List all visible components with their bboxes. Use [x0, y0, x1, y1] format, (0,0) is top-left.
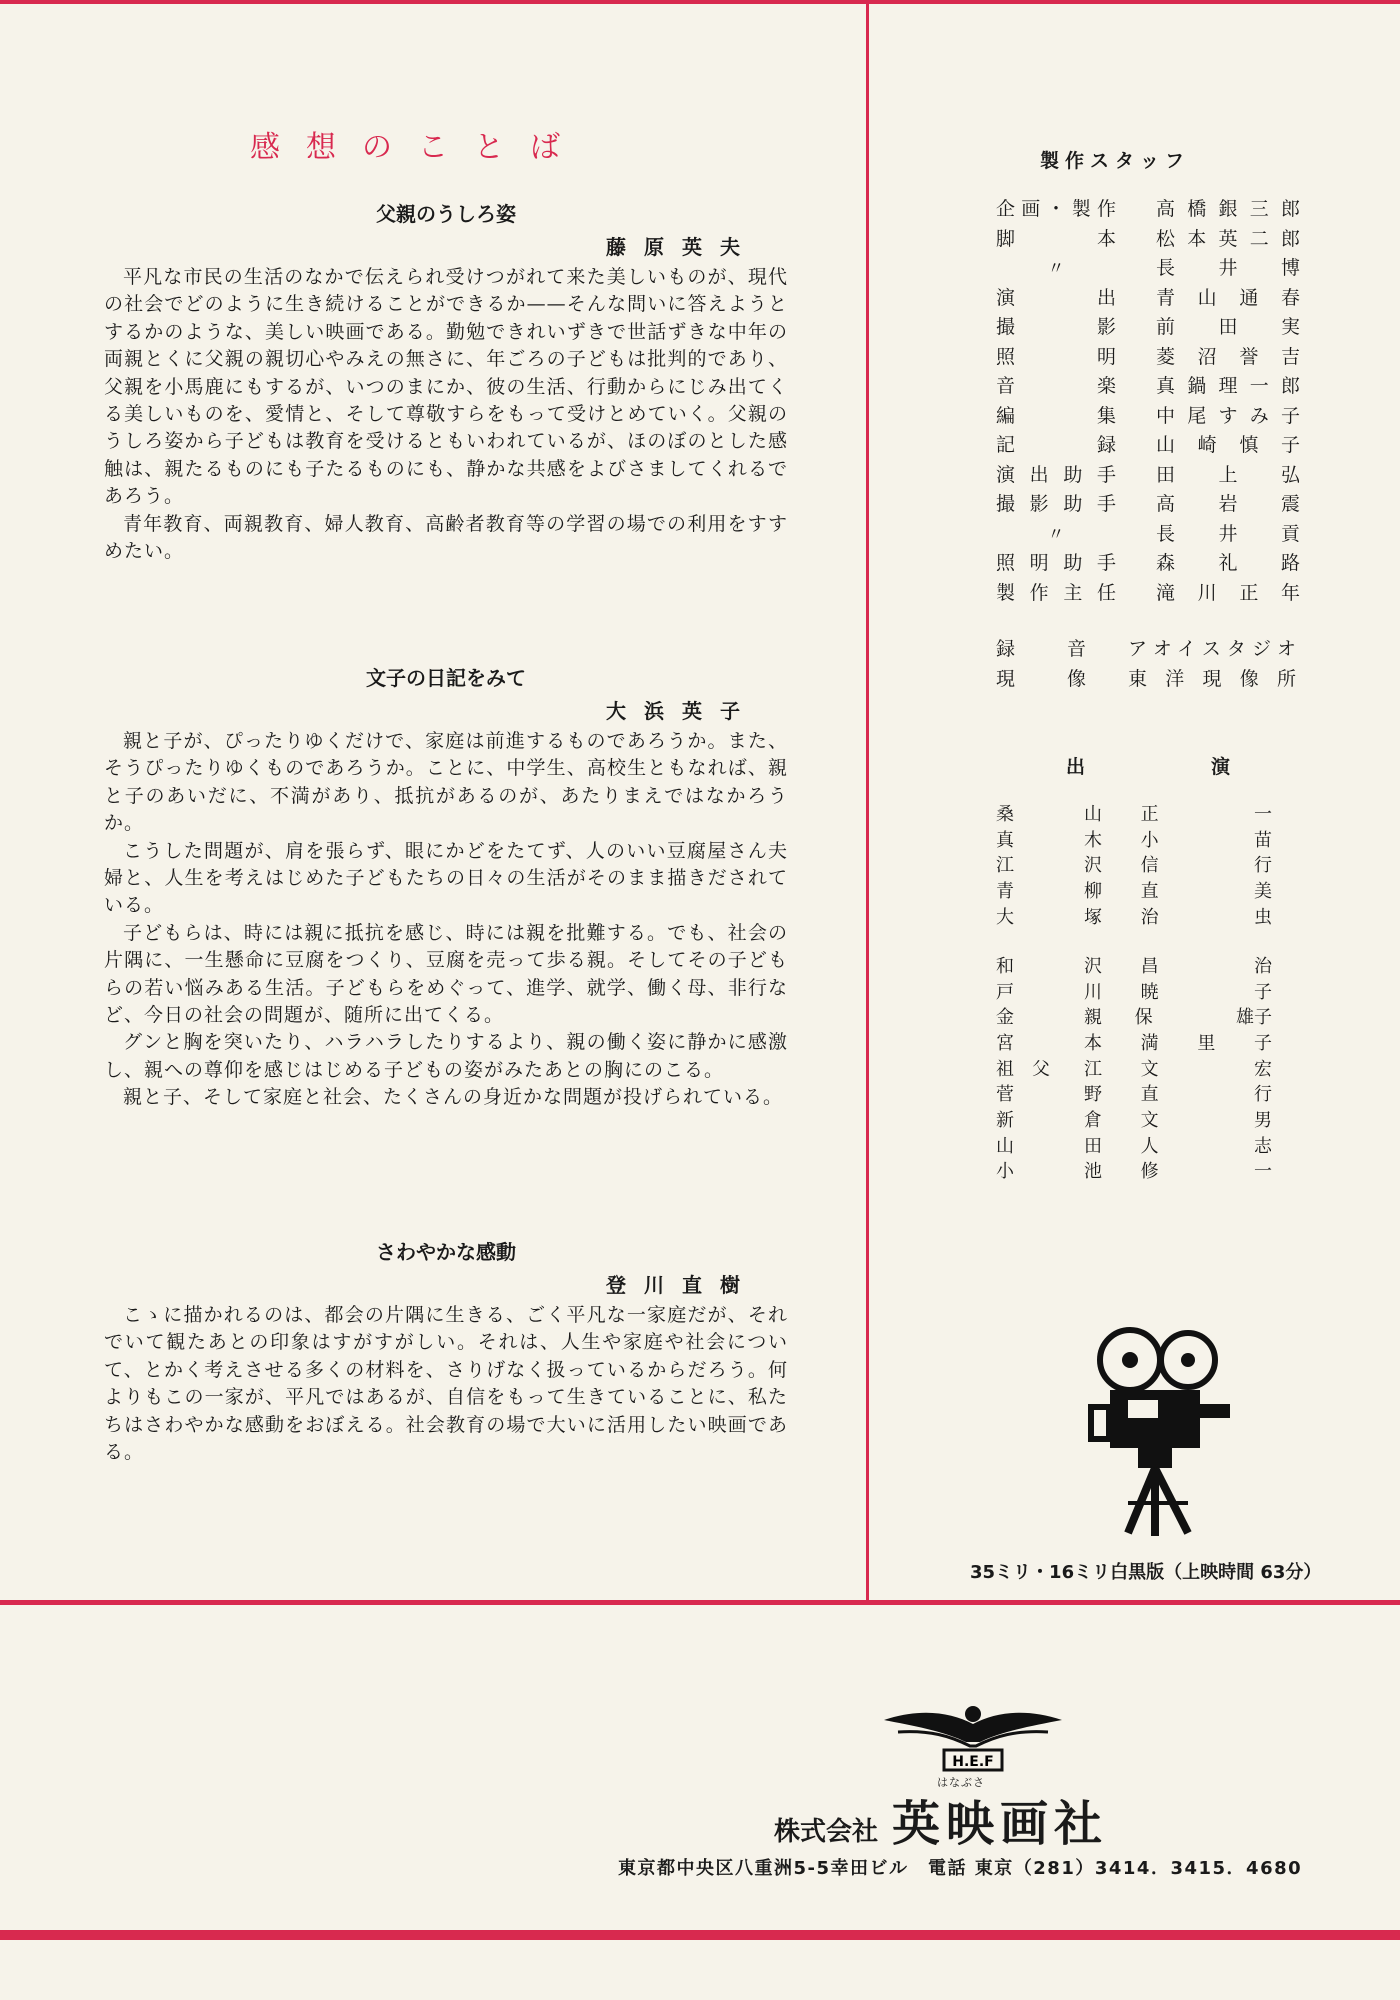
essay-title: 父親のうしろ姿: [376, 202, 516, 226]
cast-name-char: 川: [1084, 981, 1102, 1003]
paragraph: グンと胸を突いたり、ハラハラしたりするより、親の働く姿に静かに感激し、親への尊仰を感じはじめる子どもの姿がみたあとの胸にのこる。: [104, 1031, 788, 1081]
staff-title: 製作スタッフ: [1040, 150, 1191, 172]
cast-role: 江: [996, 855, 1014, 877]
staff-role: 編集: [996, 404, 1116, 427]
cast-name-char: 行: [1253, 855, 1272, 877]
film-format: 35ミリ・16ミリ白黒版（上映時間 63分）: [970, 1562, 1322, 1583]
cast-role: 新: [996, 1109, 1014, 1131]
cast-role: 金: [996, 1007, 1014, 1029]
staff-name: 高橋銀三郎: [1156, 198, 1300, 221]
staff-row: [996, 488, 1300, 518]
cast-name-char: [1197, 952, 1215, 978]
staff-name: 青山通春: [1156, 286, 1300, 309]
cast-role: 真: [996, 829, 1014, 851]
staff-name: 高岩震: [1156, 493, 1300, 516]
cast-name-char: 野: [1084, 1084, 1102, 1106]
cast-row: [996, 1106, 1272, 1132]
staff-row: [996, 341, 1300, 371]
lab-name: 東洋現像所: [1128, 667, 1296, 690]
top-red-rule: [0, 0, 1400, 4]
paragraph: 平凡な市民の生活のなかで伝えられ受けつがれて来た美しいものが、現代の社会でどのように生き続けることができるか——そんな問いに答えようとするかのような、美しい映画である。勤勉できれいずきで世話ずきな中年の両親とくに父親の親切心やみえの無さに、年ごろの子どもは批判的であり、父親を小馬鹿にもするが、いつのまにか、彼の生活、行動からにじみ出てくる美しいものを、愛情と、そして尊敬すらをもって受けとめていく。父親のうしろ姿から子どもは教育を受けるともいわれているが、ほのぼのとした感触は、親たるものにも子たるものにも、静かな共感をよびさましてくれるであろう。: [104, 266, 788, 508]
cast-role: 戸: [996, 981, 1014, 1003]
staff-role: 撮影助手: [996, 493, 1116, 516]
cast-name-char: 小: [1140, 829, 1159, 851]
paragraph: 親と子、そして家庭と社会、たくさんの身近かな問題が投げられている。: [123, 1086, 784, 1109]
hef-eagle-logo: [880, 1698, 1066, 1778]
staff-role: 記録: [996, 434, 1116, 457]
essay-title: さわやかな感動: [376, 1240, 516, 1264]
cast-name-char: [1197, 1055, 1215, 1081]
company-prefix: 株式会社: [774, 1817, 879, 1847]
cast-row: [996, 851, 1272, 877]
company-address: 東京都中央区八重洲5-5幸田ビル 電話 東京（281）3414．3415．4680: [618, 1858, 1303, 1879]
cast-list-2: [996, 952, 1272, 1183]
staff-row: [996, 370, 1300, 400]
cast-name-char: 満: [1140, 1032, 1159, 1054]
cast-name-char: 江: [1084, 1058, 1102, 1080]
cast-name-char: 一: [1253, 1161, 1272, 1183]
staff-role: 企画・製作: [996, 198, 1116, 221]
cast-name-char: 志: [1253, 1135, 1272, 1157]
cast-role: 山: [996, 1135, 1014, 1157]
cast-row: [996, 952, 1272, 978]
staff-row: [996, 311, 1300, 341]
cast-row: [996, 800, 1272, 826]
cast-role: 和: [996, 955, 1014, 977]
lab-row: [996, 662, 1296, 692]
staff-name: 滝川正年: [1156, 581, 1300, 604]
staff-row: [996, 193, 1300, 223]
lab-name: アオイスタジオ: [1128, 637, 1296, 660]
staff-name: 森礼路: [1156, 552, 1300, 575]
cast-name-char: 直: [1140, 880, 1159, 902]
paragraph: こゝに描かれるのは、都会の片隅に生きる、ごく平凡な一家庭だが、それでいて観たあとの印象はすがすがしい。それは、人生や家庭や社会について、とかく考えさせる多くの材料を、さりげなく扱っているからだろう。何よりもこの一家が、平凡ではあるが、自信をもって生きていることに、私たちはさわやかな感動をおぼえる。社会教育の場で大いに活用したい映画である。: [104, 1304, 788, 1464]
cast-name-char: 文: [1140, 1109, 1159, 1131]
cast-name-char: 美: [1253, 880, 1272, 902]
essay-body: [104, 264, 788, 565]
staff-row: [996, 518, 1300, 548]
essay-author: 大浜英子: [606, 699, 758, 723]
staff-role: 照明助手: [996, 552, 1116, 575]
paragraph: こうした問題が、肩を張らず、眼にかどをたてず、人のいい豆腐屋さん夫婦と、人生を考えはじめた子どもたちの日々の生活がそのまま描きだされている。: [104, 839, 788, 917]
cast-name-char: [1197, 1080, 1215, 1106]
cast-name-char: [1197, 851, 1215, 877]
cast-row: [996, 1029, 1272, 1055]
cast-name-char: [1197, 978, 1215, 1004]
cast-name-char: 行: [1253, 1084, 1272, 1106]
cast-name-char: 本: [1084, 1032, 1102, 1054]
cast-name-char: 塚: [1084, 906, 1102, 928]
cast-name-char: 人: [1140, 1135, 1159, 1157]
cast-name-char: 苗: [1253, 829, 1272, 851]
cast-name-char: 沢: [1084, 855, 1102, 877]
cast-name-char: 倉: [1084, 1109, 1102, 1131]
staff-row: [996, 577, 1300, 607]
lab-row: [996, 632, 1296, 662]
cast-name-char: [1185, 1003, 1203, 1029]
staff-name: 真鍋理一郎: [1156, 375, 1300, 398]
cast-row: [996, 1080, 1272, 1106]
cast-name-char: 池: [1084, 1161, 1102, 1183]
staff-row: [996, 223, 1300, 253]
staff-role: 演出助手: [996, 463, 1116, 486]
cast-name-char: [1197, 800, 1215, 826]
cast-role: 祖 父: [996, 1058, 1050, 1080]
staff-role: 照明: [996, 345, 1116, 368]
cast-role: 小: [996, 1161, 1014, 1183]
cast-name-char: 正: [1140, 803, 1159, 825]
staff-name: 中尾すみ子: [1156, 404, 1300, 427]
essay-3: [104, 1236, 788, 1466]
cast-role: 菅: [996, 1084, 1014, 1106]
company-name: 英映画社: [892, 1796, 1109, 1852]
cast-name-char: 柳: [1084, 880, 1102, 902]
cast-name-char: 田: [1084, 1135, 1102, 1157]
cast-name-char: 宏: [1253, 1058, 1272, 1080]
cast-row: [996, 903, 1272, 929]
lab-list: [996, 632, 1296, 692]
column-divider: [866, 0, 869, 1604]
staff-row: [996, 429, 1300, 459]
film-camera-icon: [1088, 1318, 1238, 1538]
lab-role: 現像: [996, 667, 1086, 690]
staff-role: 演出: [996, 286, 1116, 309]
company-ruby: はなぶさ: [937, 1776, 985, 1789]
essay-title: 文子の日記をみて: [366, 666, 526, 690]
staff-name: 長井博: [1156, 257, 1300, 280]
cast-list-1: [996, 800, 1272, 928]
paragraph: 青年教育、両親教育、婦人教育、高齢者教育等の学習の場での利用をすすめたい。: [104, 512, 788, 563]
cast-name-char: 沢: [1084, 955, 1102, 977]
cast-name-char: [1197, 903, 1215, 929]
cast-name-char: 親: [1084, 1007, 1102, 1029]
paragraph: 子どもらは、時には親に抵抗を感じ、時には親を批難する。でも、社会の片隅に、一生懸命に豆腐をつくり、豆腐を売って歩る親。そしてその子どもらの若い悩みある生活。子どもらをめぐって、進学、就学、働く母、非行など、今日の社会の問題が、随所に出てくる。: [104, 921, 788, 1027]
cast-row: [996, 1132, 1272, 1158]
cast-name-char: 山: [1084, 803, 1102, 825]
staff-row: [996, 547, 1300, 577]
staff-name: 山崎慎子: [1156, 434, 1300, 457]
cast-role: 青: [996, 880, 1014, 902]
staff-role: 〃: [1047, 259, 1065, 280]
cast-name-char: 修: [1140, 1161, 1159, 1183]
cast-name-char: 一: [1253, 803, 1272, 825]
staff-name: 松本英二郎: [1156, 227, 1300, 250]
cast-row: [996, 826, 1272, 852]
staff-name: 菱沼誉吉: [1156, 345, 1300, 368]
cast-row: [996, 1158, 1272, 1184]
essay-body: [104, 1302, 788, 1466]
cast-title: [1066, 752, 1230, 779]
cast-row: [996, 877, 1272, 903]
essay-2: [104, 662, 788, 1112]
cast-role: 宮: [996, 1032, 1014, 1054]
cast-name-char: 雄子: [1235, 1007, 1272, 1029]
staff-role: 撮影: [996, 316, 1116, 339]
staff-role: 製作主任: [996, 581, 1116, 604]
essay-body: [104, 728, 788, 1112]
cast-role: 大: [996, 906, 1014, 928]
cast-name-char: 治: [1140, 906, 1159, 928]
cast-name-char: [1197, 826, 1215, 852]
bottom-red-rule: [0, 1930, 1400, 1940]
cast-name-char: 木: [1084, 829, 1102, 851]
cast-name-char: [1197, 1132, 1215, 1158]
cast-name-char: 保: [1134, 1007, 1153, 1029]
cast-name-char: 男: [1253, 1109, 1272, 1131]
middle-red-rule: [0, 1600, 1400, 1605]
essay-author: 藤原英夫: [606, 235, 758, 259]
cast-name-char: 昌: [1140, 955, 1159, 977]
cast-row: [996, 1055, 1272, 1081]
staff-row: [996, 400, 1300, 430]
paragraph: 親と子が、ぴったりゆくだけで、家庭は前進するものであろうか。また、そうぴったりゆくものであろうか。ことに、中学生、高校生ともなれば、親と子のあいだに、不満があり、抵抗があるのが、あたりまえではなかろうか。: [104, 730, 788, 835]
staff-list: [996, 193, 1300, 606]
cast-role: 桑: [996, 803, 1014, 825]
staff-row: [996, 282, 1300, 312]
staff-role: 脚本: [996, 227, 1116, 250]
staff-role: 〃: [1047, 524, 1065, 545]
staff-name: 前田実: [1156, 316, 1300, 339]
cast-name-char: 治: [1253, 955, 1272, 977]
company-line: [774, 1785, 1108, 1854]
essay-1: [104, 198, 788, 565]
cast-title-left: 出: [1066, 756, 1086, 778]
cast-name-char: 子: [1253, 981, 1272, 1003]
cast-name-char: [1197, 1157, 1215, 1183]
lab-role: 録音: [996, 637, 1086, 660]
staff-name: 田上弘: [1156, 463, 1300, 486]
cast-name-char: 文: [1140, 1058, 1159, 1080]
essay-author: 登川直樹: [606, 1273, 758, 1297]
cast-name-char: 暁: [1140, 981, 1159, 1003]
staff-name: 長井貢: [1156, 522, 1300, 545]
cast-name-char: [1197, 877, 1215, 903]
cast-name-char: 信: [1140, 855, 1159, 877]
page-heading: 感想のことば: [250, 130, 586, 165]
staff-row: [996, 252, 1300, 282]
cast-row: [996, 1003, 1272, 1029]
staff-role: 音楽: [996, 375, 1116, 398]
cast-name-char: 虫: [1253, 906, 1272, 928]
staff-row: [996, 459, 1300, 489]
cast-row: [996, 978, 1272, 1004]
cast-name-char: [1197, 1106, 1215, 1132]
logo-text: H.E.F: [952, 1754, 994, 1770]
cast-title-right: 演: [1210, 756, 1230, 778]
cast-name-char: 里: [1197, 1032, 1216, 1054]
cast-name-char: 直: [1140, 1084, 1159, 1106]
cast-name-char: 子: [1253, 1032, 1272, 1054]
